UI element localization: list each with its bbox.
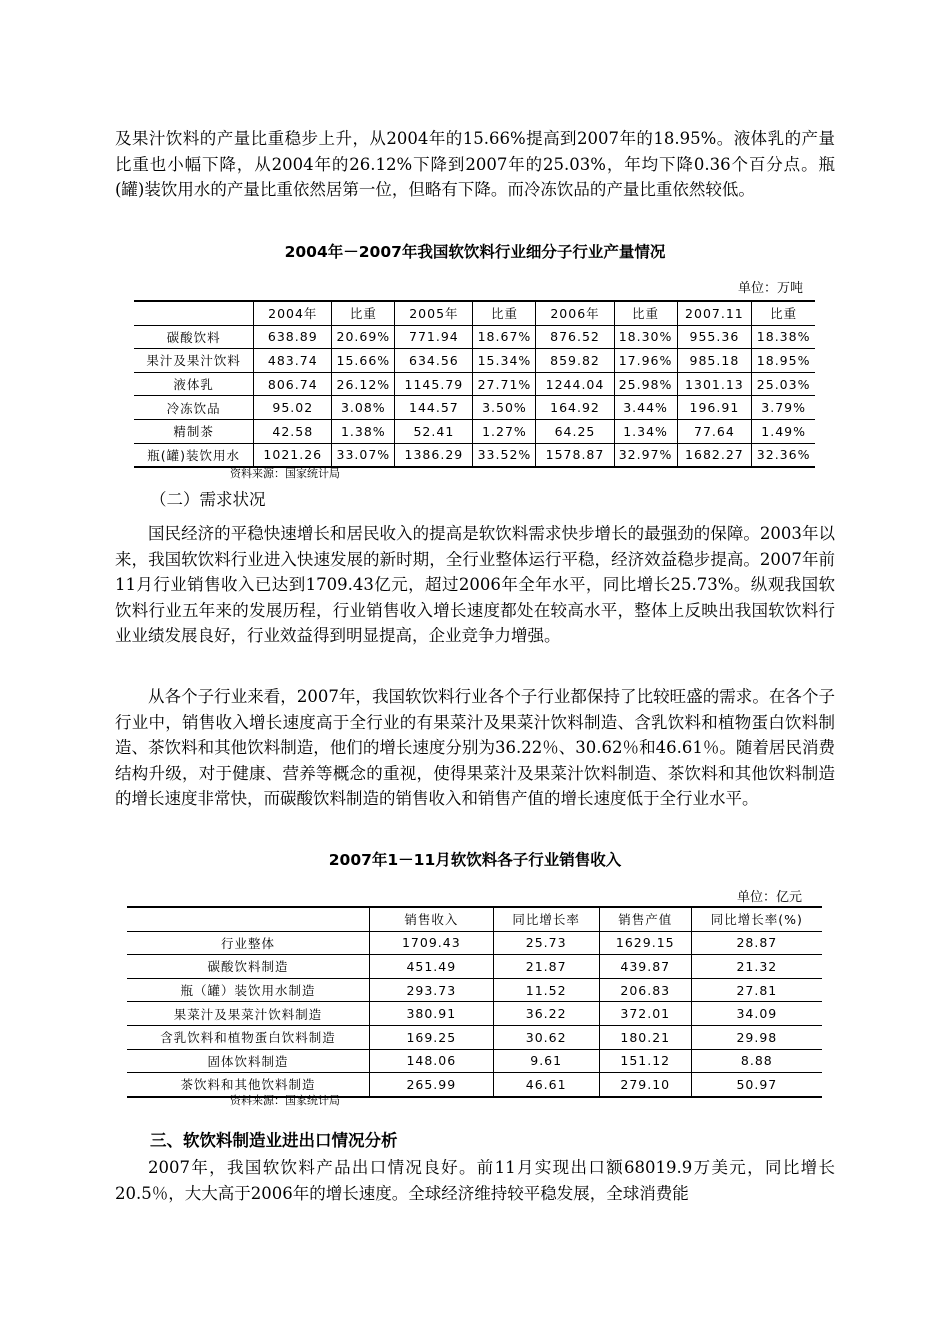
table-cell: 206.83: [599, 978, 691, 1002]
table2-title: 2007年1－11月软饮料各子行业销售收入: [328, 851, 622, 869]
table-cell: 33.52%: [473, 443, 536, 467]
table-cell: 21.32: [691, 955, 822, 979]
table-cell: 151.12: [599, 1049, 691, 1073]
table-row: [134, 325, 815, 349]
table-cell: 169.25: [370, 1025, 493, 1049]
row-label: 含乳饮料和植物蛋白饮料制造: [127, 1025, 370, 1049]
table-cell: 15.34%: [473, 349, 536, 373]
table-cell: 1244.04: [536, 372, 614, 396]
row-label: 液体乳: [134, 372, 254, 396]
table-cell: 148.06: [370, 1049, 493, 1073]
table-cell: 876.52: [536, 325, 614, 349]
table-row: [127, 978, 822, 1002]
table-cell: 17.96%: [614, 349, 677, 373]
table-cell: 955.36: [677, 325, 752, 349]
table-cell: 32.97%: [614, 443, 677, 467]
production-table: [134, 300, 815, 468]
table-cell: 95.02: [254, 396, 332, 420]
row-label: 瓶(罐)装饮用水: [134, 443, 254, 467]
table-cell: 18.30%: [614, 325, 677, 349]
row-label: 行业整体: [127, 931, 370, 955]
table-cell: 1.27%: [473, 419, 536, 443]
table-cell: 1386.29: [395, 443, 473, 467]
table-cell: 28.87: [691, 931, 822, 955]
table-cell: 293.73: [370, 978, 493, 1002]
table-cell: 52.41: [395, 419, 473, 443]
table-row: [134, 372, 815, 396]
column-header: [134, 301, 254, 325]
section-heading-import-export: 三、软饮料制造业进出口情况分析: [150, 1131, 398, 1150]
table-cell: 1629.15: [599, 931, 691, 955]
table-cell: 1682.27: [677, 443, 752, 467]
table-row: [134, 419, 815, 443]
row-label: 果菜汁及果菜汁饮料制造: [127, 1002, 370, 1026]
table-cell: 21.87: [493, 955, 599, 979]
table-cell: 483.74: [254, 349, 332, 373]
column-header: 比重: [614, 301, 677, 325]
table-cell: 1709.43: [370, 931, 493, 955]
table-cell: 1.49%: [752, 419, 815, 443]
table-header-row: [127, 907, 822, 931]
table-cell: 771.94: [395, 325, 473, 349]
table1-title: 2004年－2007年我国软饮料行业细分子行业产量情况: [284, 243, 666, 261]
table-cell: 3.08%: [332, 396, 395, 420]
table-cell: 196.91: [677, 396, 752, 420]
table-cell: 18.95%: [752, 349, 815, 373]
export-paragraph: 2007年，我国软饮料产品出口情况良好。前11月实现出口额68019.9万美元，同比增长20.5％，大大高于2006年的增长速度。全球经济维持较平稳发展，全球消费能: [115, 1158, 835, 1203]
table-cell: 64.25: [536, 419, 614, 443]
table-cell: 1301.13: [677, 372, 752, 396]
table-cell: 18.38%: [752, 325, 815, 349]
column-header: 2004年: [254, 301, 332, 325]
column-header: 比重: [332, 301, 395, 325]
column-header: 销售收入: [370, 907, 493, 931]
row-label: 碳酸饮料制造: [127, 955, 370, 979]
table-cell: 18.67%: [473, 325, 536, 349]
table-cell: 3.79%: [752, 396, 815, 420]
table-cell: 164.92: [536, 396, 614, 420]
table-row: [127, 955, 822, 979]
row-label: 茶饮料和其他饮料制造: [127, 1073, 370, 1097]
table-cell: 50.97: [691, 1073, 822, 1097]
table-cell: 32.36%: [752, 443, 815, 467]
table-cell: 279.10: [599, 1073, 691, 1097]
column-header: 同比增长率(%): [691, 907, 822, 931]
table-cell: 34.09: [691, 1002, 822, 1026]
table2-source: 资料来源：国家统计局: [230, 1094, 340, 1107]
table-cell: 20.69%: [332, 325, 395, 349]
column-header: 比重: [752, 301, 815, 325]
column-header: [127, 907, 370, 931]
table-row: [127, 1025, 822, 1049]
table-cell: 265.99: [370, 1073, 493, 1097]
table-cell: 77.64: [677, 419, 752, 443]
table-cell: 439.87: [599, 955, 691, 979]
row-label: 果汁及果汁饮料: [134, 349, 254, 373]
table-cell: 985.18: [677, 349, 752, 373]
table-cell: 1.34%: [614, 419, 677, 443]
row-label: 碳酸饮料: [134, 325, 254, 349]
table-cell: 380.91: [370, 1002, 493, 1026]
table-cell: 15.66%: [332, 349, 395, 373]
table-cell: 27.81: [691, 978, 822, 1002]
column-header: 2005年: [395, 301, 473, 325]
table-cell: 144.57: [395, 396, 473, 420]
table-cell: 1578.87: [536, 443, 614, 467]
row-label: 冷冻饮品: [134, 396, 254, 420]
table-cell: 638.89: [254, 325, 332, 349]
table-cell: 42.58: [254, 419, 332, 443]
table1-unit: 单位：万吨: [738, 281, 804, 296]
table-cell: 25.73: [493, 931, 599, 955]
table-cell: 30.62: [493, 1025, 599, 1049]
table-cell: 1021.26: [254, 443, 332, 467]
intro-paragraph: 及果汁饮料的产量比重稳步上升，从2004年的15.66%提高到2007年的18.95%。液体乳的产量比重也小幅下降，从2004年的26.12%下降到2007年的25.03%，年均下降0.36个百分点。瓶(罐)装饮用水的产量比重依然居第一位，但略有下降。而冷冻饮品的产量比重依然较低。: [115, 129, 835, 199]
table-cell: 11.52: [493, 978, 599, 1002]
table-header-row: [134, 301, 815, 325]
table-cell: 3.50%: [473, 396, 536, 420]
column-header: 2006年: [536, 301, 614, 325]
demand-paragraph-1: 国民经济的平稳快速增长和居民收入的提高是软饮料需求快步增长的最强劲的保障。2003年以来，我国软饮料行业进入快速发展的新时期，全行业整体运行平稳，经济效益稳步提高。2007年前11月行业销售收入已达到1709.43亿元，超过2006年全年水平，同比增长25.73%。纵观我国软饮料行业五年来的发展历程，行业销售收入增长速度都处在较高水平，整体上反映出我国软饮料行业业绩发展良好，行业效益得到明显提高，企业竞争力增强。: [115, 524, 835, 645]
table-cell: 9.61: [493, 1049, 599, 1073]
table-cell: 36.22: [493, 1002, 599, 1026]
row-label: 固体饮料制造: [127, 1049, 370, 1073]
table-row: [127, 1049, 822, 1073]
table-row: [127, 931, 822, 955]
section-heading-demand: （二）需求状况: [150, 490, 266, 509]
sales-table: [127, 906, 822, 1098]
column-header: 同比增长率: [493, 907, 599, 931]
table-cell: 25.98%: [614, 372, 677, 396]
row-label: 精制茶: [134, 419, 254, 443]
table-cell: 46.61: [493, 1073, 599, 1097]
table-cell: 634.56: [395, 349, 473, 373]
table-cell: 451.49: [370, 955, 493, 979]
table2-unit: 单位：亿元: [737, 890, 803, 905]
table-cell: 859.82: [536, 349, 614, 373]
table-row: [134, 443, 815, 467]
table-cell: 33.07%: [332, 443, 395, 467]
table-cell: 372.01: [599, 1002, 691, 1026]
row-label: 瓶（罐）装饮用水制造: [127, 978, 370, 1002]
table1-source: 资料来源：国家统计局: [230, 467, 340, 480]
table-cell: 3.44%: [614, 396, 677, 420]
table-row: [134, 349, 815, 373]
table-cell: 25.03%: [752, 372, 815, 396]
column-header: 2007.11: [677, 301, 752, 325]
table-row: [127, 1002, 822, 1026]
table-cell: 180.21: [599, 1025, 691, 1049]
demand-paragraph-2: 从各个子行业来看，2007年，我国软饮料行业各个子行业都保持了比较旺盛的需求。在各个子行业中，销售收入增长速度高于全行业的有果菜汁及果菜汁饮料制造、含乳饮料和植物蛋白饮料制造、茶饮料和其他饮料制造，他们的增长速度分别为36.22％、30.62％和46.61％。随着居民消费结构升级，对于健康、营养等概念的重视，使得果菜汁及果菜汁饮料制造、茶饮料和其他饮料制造的增长速度非常快，而碳酸饮料制造的销售收入和销售产值的增长速度低于全行业水平。: [115, 687, 835, 808]
table-cell: 1145.79: [395, 372, 473, 396]
table-cell: 27.71%: [473, 372, 536, 396]
column-header: 比重: [473, 301, 536, 325]
table-cell: 8.88: [691, 1049, 822, 1073]
table-row: [134, 396, 815, 420]
table-cell: 26.12%: [332, 372, 395, 396]
column-header: 销售产值: [599, 907, 691, 931]
table-cell: 1.38%: [332, 419, 395, 443]
table-cell: 29.98: [691, 1025, 822, 1049]
table-cell: 806.74: [254, 372, 332, 396]
